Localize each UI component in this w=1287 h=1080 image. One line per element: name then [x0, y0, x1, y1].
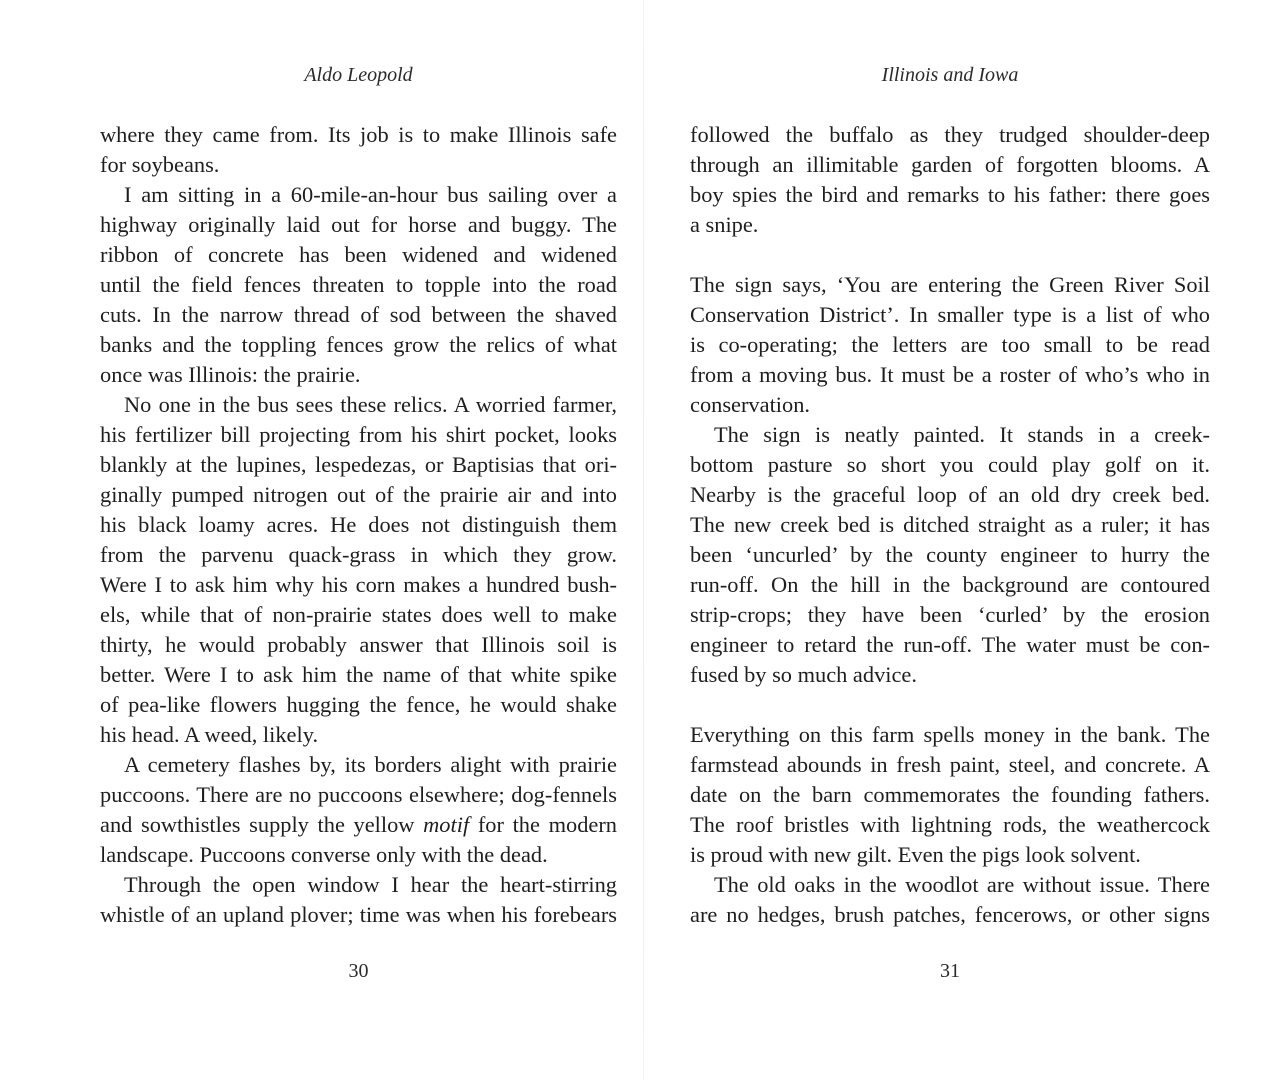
text-line: puccoons. There are no puccoons elsewhere; dog-fennels — [100, 782, 617, 807]
text-line: been ‘uncurled’ by the county engineer to hurry the — [690, 542, 1210, 567]
text-line: run-off. On the hill in the background are contoured — [690, 572, 1210, 597]
text-line: his fertilizer bill projecting from his shirt pocket, looks — [100, 422, 617, 447]
text-line: engineer to retard the run-off. The water must be con- — [690, 632, 1210, 657]
text-line: highway originally laid out for horse and buggy. The — [100, 212, 617, 237]
left-page — [0, 0, 643, 1080]
text-line: cuts. In the narrow thread of sod between the shaved — [100, 302, 617, 327]
text-line: of pea-like flowers hugging the fence, he would shake — [100, 692, 617, 717]
text-run: and sowthistles supply the yellow — [100, 812, 424, 837]
text-line: until the field fences threaten to topple into the road — [100, 272, 617, 297]
text-line: his head. A weed, likely. — [100, 722, 319, 747]
right-running-head: Illinois and Iowa — [881, 64, 1019, 86]
text-line: blankly at the lupines, lespedezas, or Baptisias that ori- — [100, 452, 617, 477]
text-line: for soybeans. — [100, 152, 220, 177]
text-line: banks and the toppling fences grow the relics of what — [100, 332, 617, 357]
text-line: better. Were I to ask him the name of that white spike — [100, 662, 617, 687]
text-line: The sign is neatly painted. It stands in a creek- — [714, 422, 1210, 447]
text-line: The roof bristles with lightning rods, the weathercock — [690, 812, 1210, 837]
text-line: ginally pumped nitrogen out of the prairie air and into — [100, 482, 617, 507]
text-line: where they came from. Its job is to make Illinois safe — [100, 122, 617, 147]
text-line: Nearby is the graceful loop of an old dry creek bed. — [690, 482, 1210, 507]
text-line: Through the open window I hear the heart-stirring — [124, 872, 617, 897]
text-line: The new creek bed is ditched straight as a ruler; it has — [690, 512, 1210, 537]
text-line: Everything on this farm spells money in the bank. The — [690, 722, 1210, 747]
text-line: a snipe. — [690, 212, 759, 237]
text-line: The sign says, ‘You are entering the Green River Soil — [690, 272, 1210, 297]
text-line: farmstead abounds in fresh paint, steel, and concrete. A — [690, 752, 1210, 777]
text-line: is co-operating; the letters are too small to be read — [690, 332, 1210, 357]
text-line: strip-crops; they have been ‘curled’ by the erosion — [690, 602, 1210, 627]
text-line: followed the buffalo as they trudged shoulder-deep — [690, 122, 1210, 147]
text-line: once was Illinois: the prairie. — [100, 362, 361, 387]
right-body-text — [690, 120, 1210, 930]
text-line: els, while that of non-prairie states does well to make — [100, 602, 617, 627]
text-line: bottom pasture so short you could play golf on it. — [690, 452, 1210, 477]
text-line: Conservation District’. In smaller type is a list of who — [690, 302, 1210, 327]
text-line: whistle of an upland plover; time was when his forebears — [100, 902, 617, 927]
text-run: for the modern — [469, 812, 617, 837]
text-line: date on the barn commemorates the founding fathers. — [690, 782, 1210, 807]
text-line: is proud with new gilt. Even the pigs look solvent. — [690, 842, 1141, 867]
text-line: thirty, he would probably answer that Illinois soil is — [100, 632, 617, 657]
italic-word: motif — [423, 812, 470, 837]
text-line: conservation. — [690, 392, 810, 417]
text-line: landscape. Puccoons converse only with the dead. — [100, 842, 548, 867]
text-line: his black loamy acres. He does not distinguish them — [100, 512, 617, 537]
text-line — [100, 810, 617, 840]
text-line: through an illimitable garden of forgotten blooms. A — [690, 152, 1210, 177]
text-line: boy spies the bird and remarks to his father: there goes — [690, 182, 1210, 207]
left-running-head: Aldo Leopold — [304, 64, 413, 86]
text-line: Were I to ask him why his corn makes a hundred bush- — [100, 572, 617, 597]
text-line: fused by so much advice. — [690, 662, 917, 687]
right-page — [644, 0, 1287, 1080]
section-break — [690, 690, 1210, 720]
text-line: The old oaks in the woodlot are without issue. There — [714, 872, 1210, 897]
text-line: A cemetery flashes by, its borders alight with prairie — [124, 752, 617, 777]
text-line: from the parvenu quack-grass in which they grow. — [100, 542, 617, 567]
section-break — [690, 240, 1210, 270]
left-body-text — [100, 120, 617, 930]
text-line: I am sitting in a 60-mile-an-hour bus sailing over a — [124, 182, 617, 207]
text-line: are no hedges, brush patches, fencerows, or other signs — [690, 902, 1210, 927]
text-line: No one in the bus sees these relics. A worried farmer, — [124, 392, 617, 417]
text-line: from a moving bus. It must be a roster of who’s who in — [690, 362, 1210, 387]
text-line: ribbon of concrete has been widened and widened — [100, 242, 617, 267]
left-page-number: 30 — [348, 960, 369, 982]
right-page-number: 31 — [940, 960, 960, 982]
